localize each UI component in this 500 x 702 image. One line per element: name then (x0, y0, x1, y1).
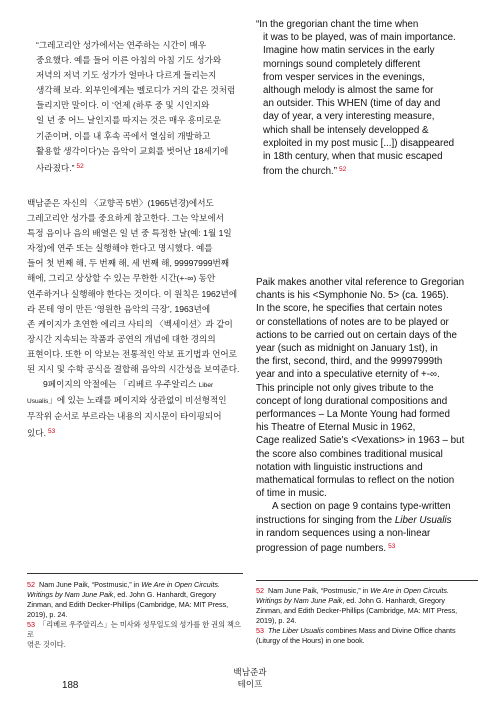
korean-quote (36, 38, 236, 176)
quote-line: 들리지만 말이다. 이 ‘언제 (하루 중 및 시인지와 (36, 100, 210, 111)
footnote-53-cont: (Liturgy of the Hours) in one book. (256, 636, 365, 645)
body-line: 무작위 순서로 부르라는 내용의 지시문이 타이핑되어 (27, 411, 222, 422)
body-line: 자정)에 연주 또는 실행해야 한다고 명시했다. 예를 (27, 243, 213, 254)
quote-line: exploited in my post music [...]) disappeared (263, 137, 455, 149)
quote-line: 기준이며, 이를 내 후속 곡에서 열심히 개발하고 (36, 130, 211, 141)
body-line: 들어 첫 번째 해, 두 번째 해, 세 번째 해, 99997999번째 (27, 258, 230, 269)
quote-line: which shall be intensely developped & (263, 124, 429, 136)
footnote-52-cont: Zinman, and Edith Decker-Phillips (Cambridge, MA: MIT Press, (27, 600, 229, 609)
quote-line: 중요했다. 예를 들어 이른 아침의 아침 기도 성가와 (36, 55, 222, 66)
footnote-divider-left (27, 573, 243, 574)
footnote-52-cont: Writings by Nam June Paik, ed. John G. Hanhardt, Gregory (256, 596, 445, 605)
footnote-53: 53 「리베르 우주알리스」는 미사와 성무일도의 성가를 한 권의 책으로 (27, 620, 241, 639)
body-line: concept of long durational compositions and (256, 395, 448, 407)
body-line: 존 케이지가 초연한 에리크 사티의 〈벡세이션〉과 같이 (27, 318, 233, 329)
body-line: mathematical formulas to reflect on the notion (256, 475, 455, 487)
footnote-52-cont: Writings by Nam June Paik, ed. John G. Hanhardt, Gregory (27, 590, 216, 599)
footnotes-english (256, 586, 478, 646)
footnote-52-cont: 2019), p. 24. (256, 616, 297, 625)
quote-line: 사라졌다.” $^{52}$ (36, 162, 84, 173)
quote-line: although melody is almost the same for (263, 85, 434, 97)
quote-line: 저녁의 저녁 기도 성가가 얼마나 다르게 들리는지 (36, 70, 217, 81)
body-line: 장시간 지속되는 작품과 공연의 개념에 대한 경의의 (27, 333, 216, 344)
body-line: Usualis」에 있는 노래를 페이지와 상관없이 비선형적인 (27, 395, 227, 406)
body-line: 그레고리안 성가를 중요하게 참고한다. 그는 악보에서 (27, 213, 224, 224)
body-line: Cage realized Satie's <Vexations> in 1963 – but (256, 435, 465, 447)
quote-line: mornings sound completely different (263, 58, 421, 70)
body-line: In the score, he specifies that certain notes (256, 303, 443, 315)
body-line: 된 지시 및 수학 공식을 결합해 음악의 시간성을 보여준다. (27, 364, 240, 375)
english-quote (256, 18, 478, 178)
body-line: actions to be carried out on certain days of the (256, 329, 457, 341)
body-line: progression of page numbers. $^{53}$ (256, 543, 396, 555)
quote-line: from vesper services in the evenings, (263, 71, 425, 83)
quote-line: “그레고리안 성가에서는 연주하는 시간이 매우 (36, 40, 207, 50)
body-line: year and into a speculative eternity of +-∞. (256, 369, 440, 381)
footnote-ref[interactable]: 52 (76, 162, 84, 170)
footnote-52: 52 Nam June Paik, “Postmusic,” in We Are in Open Circuits. (256, 586, 449, 595)
footnote-ref[interactable]: 53 (388, 543, 396, 551)
quote-line: from the church.” $^{52}$ (263, 166, 347, 178)
body-line: notation with linguistic instructions and (256, 461, 423, 473)
body-line: performances – La Monte Young had formed (256, 409, 450, 421)
body-line: 백남준은 자신의 〈교향곡 5번〉(1965년경)에서도 (27, 198, 214, 208)
body-line: or constellations of notes are to be played or (256, 316, 449, 328)
footnote-53: 53 The Liber Usualis combines Mass and Divine Office chants (256, 626, 456, 635)
english-body (256, 276, 478, 555)
body-line: the first, second, third, and the 99997999th (256, 356, 443, 368)
quote-line: in 18th century, when that music escaped (263, 151, 443, 163)
footnote-52: 52 Nam June Paik, “Postmusic,” in We Are in Open Circuits. (27, 580, 220, 589)
quote-line: Imagine how matin services in the early (263, 45, 435, 57)
quote-line: 생각해 보라. 외부인에게는 멜로디가 거의 같은 것처럼 (36, 85, 236, 96)
footnote-52-cont: 2019), p. 24. (27, 610, 68, 619)
body-line: the score also combines traditional musical (256, 448, 443, 460)
quote-line: 활용할 생각이다’)는 음악이 교회를 벗어난 18세기에 (36, 145, 229, 156)
footnote-ref[interactable]: 53 (48, 428, 56, 436)
footnotes-korean (27, 580, 242, 650)
quote-line: it was to be played, was of main importance. (263, 32, 456, 44)
body-line: Paik makes another vital reference to Gregorian (256, 277, 465, 288)
quote-line: 일 년 중 어느 날인지를 따지는 것은 매우 흥미로운 (36, 115, 222, 126)
body-line: 해에, 그리고 상상할 수 있는 무한한 시간(+-∞) 동안 (27, 273, 216, 284)
body-line: 라 몬테 영이 만든 ‘영원한 음악의 극장’, 1963년에 (27, 303, 211, 314)
body-line: chants is his <Symphonie No. 5> (ca. 1965). (256, 290, 449, 302)
footnote-divider-right (256, 580, 478, 581)
body-line: 특정 음이나 음의 배열은 일 년 중 특정한 날(예: 1월 1일 (27, 228, 232, 239)
body-line: year (such as midnight on January 1st), in (256, 343, 438, 355)
body-line: in random sequences using a non-linear (256, 527, 431, 539)
body-line: A section on page 9 contains type-written (272, 501, 451, 513)
body-line: 표현이다. 또한 이 악보는 전통적인 악보 표기법과 언어로 (27, 348, 238, 359)
body-line: 9페이지의 악절에는 「리베르 우주알리스 Liber (43, 379, 214, 390)
page-number: 188 (62, 680, 79, 691)
running-title: 백남준과 테이프 (233, 667, 267, 689)
footnote-52-cont: Zinman, and Edith Decker-Phillips (Cambridge, MA: MIT Press, (256, 606, 458, 615)
quote-line: “In the gregorian chant the time when (256, 19, 419, 30)
footnote-53-cont: 엮은 것이다. (27, 640, 66, 649)
korean-body (27, 196, 243, 442)
footnote-ref[interactable]: 52 (339, 166, 347, 174)
body-line: his Theatre of Eternal Music in 1962, (256, 422, 416, 434)
quote-line: day of year, a very interesting measure, (263, 111, 435, 123)
quote-line: an outsider. This WHEN (time of day and (263, 98, 441, 110)
body-line: 연주하거나 실행해야 한다는 것이다. 이 원칙은 1962년에 (27, 288, 238, 299)
body-line: 있다. $^{53}$ (27, 428, 56, 439)
body-line: of time in music. (256, 488, 327, 500)
body-line: instructions for singing from the Liber Usualis (256, 514, 452, 526)
body-line: This principle not only gives tribute to the (256, 382, 434, 394)
